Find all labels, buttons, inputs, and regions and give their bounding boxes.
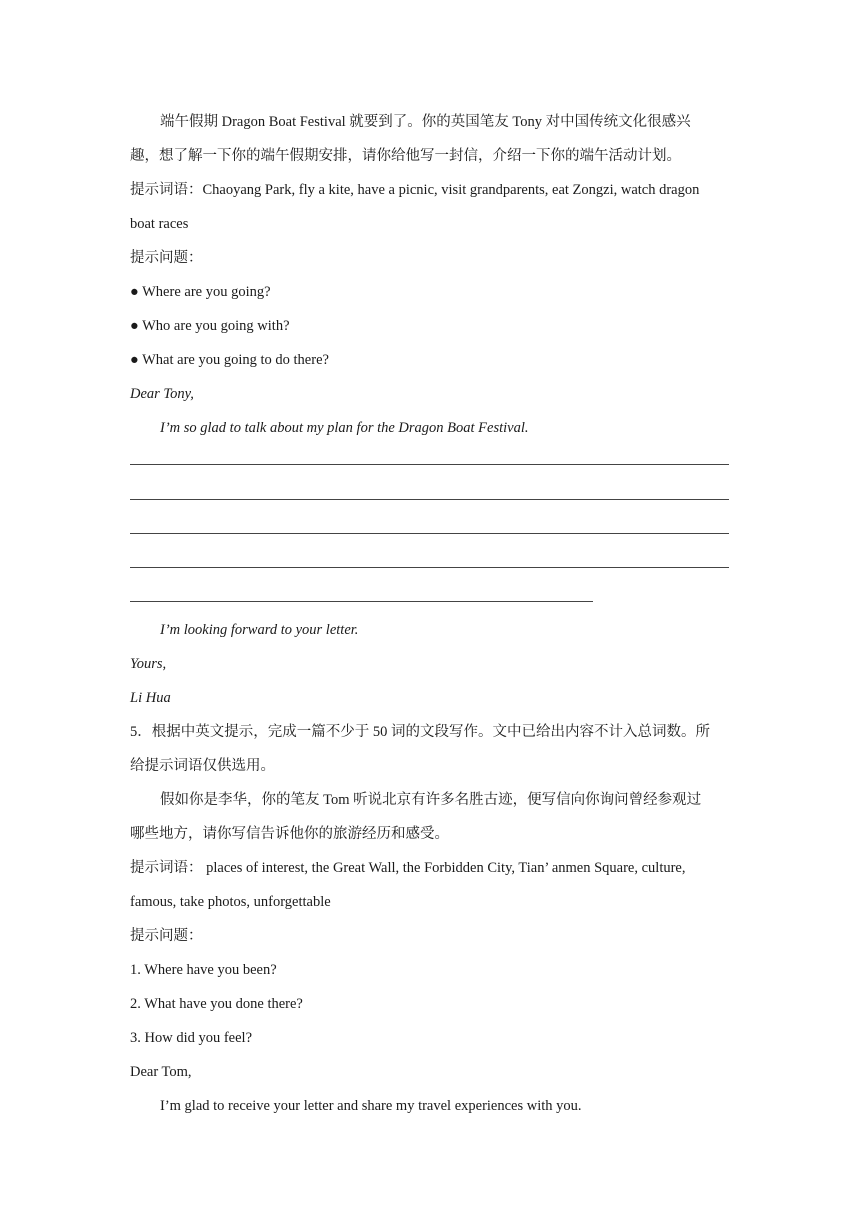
task4-signature: Li Hua — [130, 690, 171, 706]
task5-salutation: Dear Tom, — [130, 1064, 192, 1080]
task4-closing: I’m looking forward to your letter. — [160, 622, 359, 638]
task4-hint-words-line1: 提示词语：Chaoyang Park, fly a kite, have a picnic, visit grandparents, eat Zongzi, watch dragon — [130, 182, 700, 198]
task4-opening: I’m so glad to talk about my plan for the Dragon Boat Festival. — [160, 420, 529, 436]
answer-line[interactable] — [130, 533, 729, 534]
task4-intro-line1: 端午假期 Dragon Boat Festival 就要到了。你的英国笔友 Tony 对中国传统文化很感兴 — [160, 114, 691, 130]
task5-question: 1. Where have you been? — [130, 962, 277, 978]
answer-line[interactable] — [130, 464, 729, 465]
task4-intro-line2: 趣，想了解一下你的端午假期安排，请你给他写一封信，介绍一下你的端午活动计划。 — [130, 148, 681, 164]
task5-instruction-line2: 给提示词语仅供选用。 — [130, 758, 275, 774]
task4-question: ● What are you going to do there? — [130, 352, 329, 368]
task5-scenario-line1: 假如你是李华，你的笔友 Tom 听说北京有许多名胜古迹，便写信向你询问曾经参观过 — [160, 792, 702, 808]
answer-line[interactable] — [130, 567, 729, 568]
task4-signoff: Yours, — [130, 656, 167, 672]
task5-instruction-line1: 5．根据中英文提示，完成一篇不少于 50 词的文段写作。文中已给出内容不计入总词数。所 — [130, 724, 710, 740]
task4-question: ● Who are you going with? — [130, 318, 290, 334]
task5-question: 2. What have you done there? — [130, 996, 303, 1012]
task4-hint-questions-label: 提示问题： — [130, 250, 203, 266]
task4-salutation: Dear Tony, — [130, 386, 194, 402]
task4-hint-words-line2: boat races — [130, 216, 189, 232]
task5-hint-words-line2: famous, take photos, unforgettable — [130, 894, 331, 910]
answer-line[interactable] — [130, 499, 729, 500]
task5-hint-questions-label: 提示问题： — [130, 928, 203, 944]
task4-question: ● Where are you going? — [130, 284, 271, 300]
answer-line[interactable] — [130, 601, 593, 602]
task5-question: 3. How did you feel? — [130, 1030, 253, 1046]
task5-opening: I’m glad to receive your letter and share my travel experiences with you. — [160, 1098, 582, 1114]
task5-scenario-line2: 哪些地方，请你写信告诉他你的旅游经历和感受。 — [130, 826, 449, 842]
task5-hint-words-line1: 提示词语： places of interest, the Great Wall, the Forbidden City, Tian’ anmen Square, culture, — [130, 860, 686, 876]
